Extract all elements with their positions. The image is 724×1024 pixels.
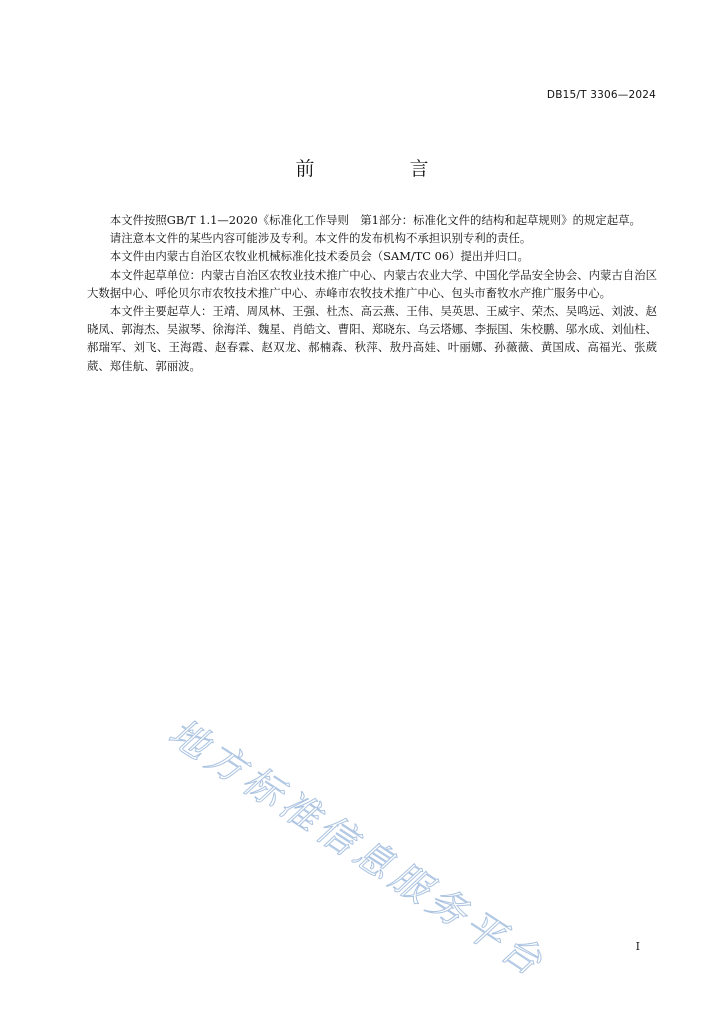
section-title: 前 言 (295, 158, 467, 180)
paragraph-drafters: 本文件主要起草人：王靖、周凤林、王强、杜杰、高云燕、王伟、吴英思、王威宇、荣杰、吴鸣远、刘波、赵晓凤、郭海杰、吴淑琴、徐海洋、魏星、肖皓文、曹阳、郑晓东、乌云塔娜、李振国、朱校鹏、邬水成、刘仙柱、郝瑞军、刘飞、王海霞、赵春霖、赵双龙、郝楠森、秋萍、敖丹高娃、叶丽娜、孙薇薇、黄国成、高福光、张葳葳、郑佳航、郭丽波。 (87, 304, 657, 373)
paragraph-drafting-units: 本文件起草单位：内蒙古自治区农牧业技术推广中心、内蒙古农业大学、中国化学品安全协会、内蒙古自治区大数据中心、呼伦贝尔市农牧技术推广中心、赤峰市农牧技术推广中心、包头市畜牧水产推广服务中心。 (87, 267, 657, 300)
watermark: 地方标准信息服务平台 (161, 709, 555, 987)
paragraph-patent-notice: 请注意本文件的某些内容可能涉及专利。本文件的发布机构不承担识别专利的责任。 (109, 231, 532, 246)
paragraph-proposer: 本文件由内蒙古自治区农牧业机械标准化技术委员会（SAM/TC 06）提出并归口。 (109, 249, 529, 264)
document-code: DB15/T 3306—2024 (546, 89, 656, 101)
page-number: I (635, 940, 640, 953)
paragraph-drafting-rules: 本文件按照GB/T 1.1—2020《标准化工作导则 第1部分：标准化文件的结构和起草规则》的规定起草。 (109, 213, 641, 227)
foreword-body (87, 211, 657, 375)
